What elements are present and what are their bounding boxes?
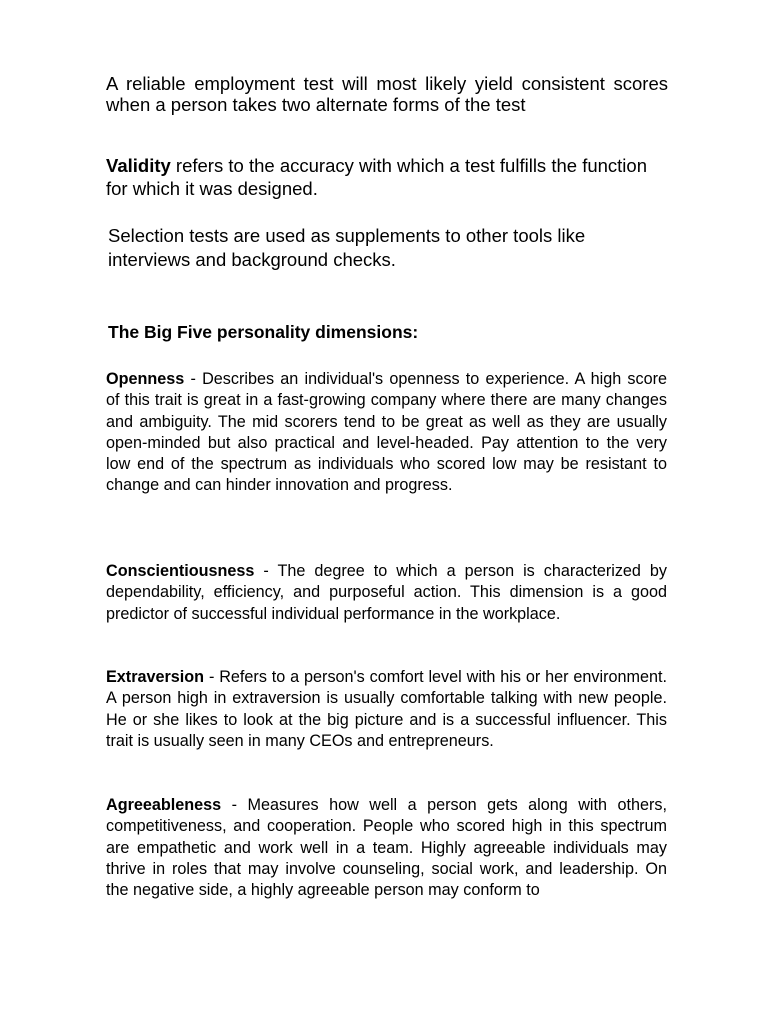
validity-term: Validity	[106, 155, 171, 176]
dimension-term: Openness	[106, 370, 185, 388]
dimension-text: - The degree to which a person is characterized by dependability, efficiency, and purposeful action. This dimension is a good predictor of successful individual performance in the workplace.	[106, 562, 667, 623]
dimension-text: - Describes an individual's openness to experience. A high score of this trait is great in a fast-growing company where there are many changes and ambiguity. The mid scorers tend to be great as well as they are usually open-minded but also practical and level-headed. Pay attention to the very low end of the spectrum as individuals who scored low may be resistant to change and can hinder innovation and progress.	[106, 370, 667, 495]
dimension-conscientiousness	[106, 561, 667, 625]
dimension-text: - Refers to a person's comfort level with his or her environment. A person high in extraversion is usually comfortable talking with new people. He or she likes to look at the big picture and is a successful influencer. This trait is usually seen in many CEOs and entrepreneurs.	[106, 668, 667, 750]
selection-text: Selection tests are used as supplements to other tools like interviews and background checks.	[108, 225, 586, 270]
dimension-text: - Measures how well a person gets along with others, competitiveness, and cooperation. People who scored high in this spectrum are empathetic and work well in a team. Highly agreeable individuals may thrive in roles that may involve counseling, social work, and leadership. On the negative side, a highly agreeable person may conform to	[106, 796, 667, 900]
validity-text: refers to the accuracy with which a test fulfills the function for which it was designed.	[106, 155, 647, 199]
reliability-paragraph	[106, 73, 668, 115]
selection-paragraph	[108, 224, 668, 272]
dimension-openness	[106, 369, 667, 497]
validity-paragraph	[106, 154, 647, 200]
dimension-term: Extraversion	[106, 668, 205, 686]
dimension-extraversion	[106, 667, 667, 752]
dimension-term: Agreeableness	[106, 796, 222, 814]
section-heading: The Big Five personality dimensions:	[108, 322, 419, 342]
dimension-term: Conscientiousness	[106, 562, 255, 580]
reliability-text: A reliable employment test will most likely yield consistent scores when a person takes two alternate forms of the test	[106, 73, 668, 115]
dimension-agreeableness	[106, 795, 667, 901]
